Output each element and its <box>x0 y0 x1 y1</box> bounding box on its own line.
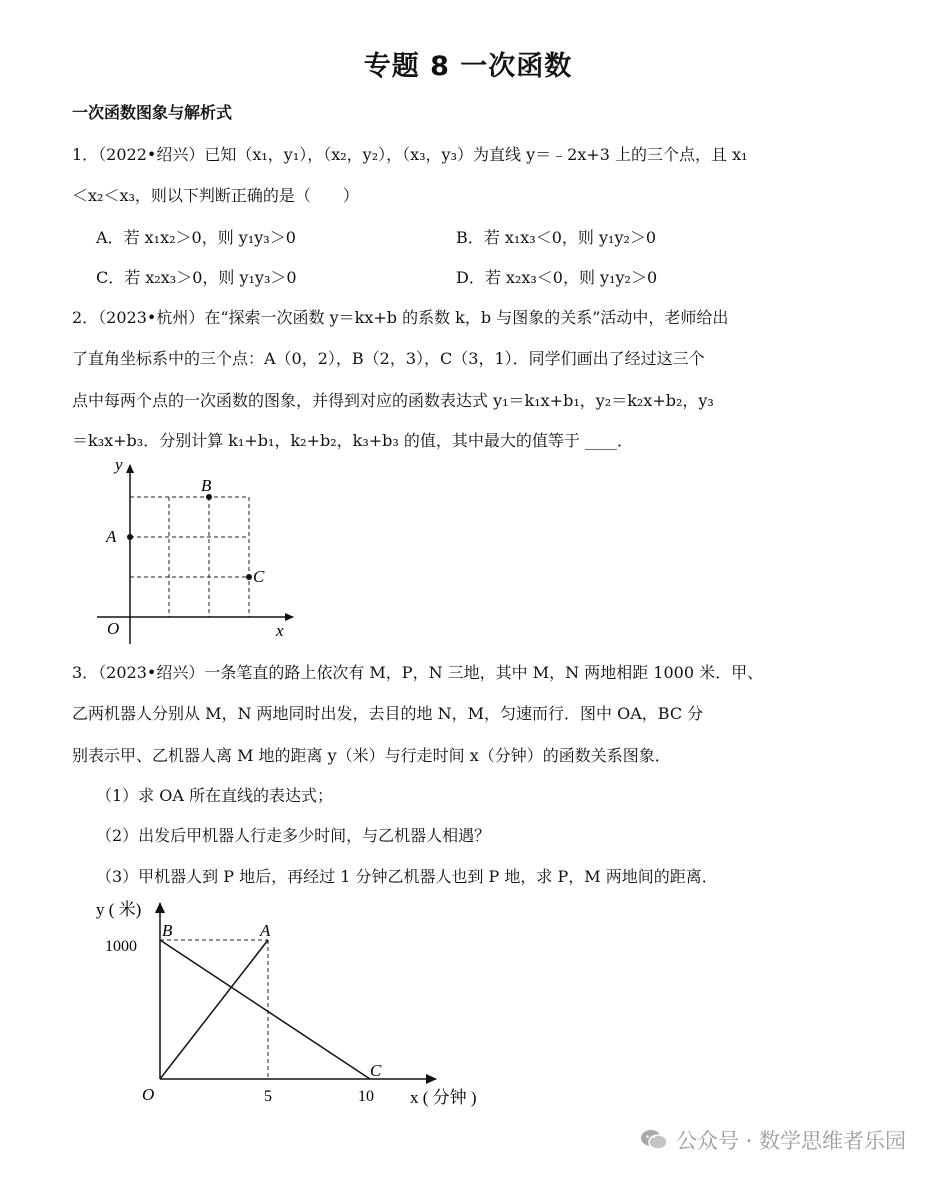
q3-line-bc <box>160 940 370 1079</box>
q1-line-1: 1．（2022•绍兴）已知（x₁，y₁），（x₂，y₂），（x₃，y₃）为直线 y＝﹣2x+3 上的三个点，且 x₁ <box>72 145 748 164</box>
q2-origin-label: O <box>107 619 120 638</box>
q2-line-3: 点中每两个点的一次函数的图象，并得到对应的函数表达式 y₁＝k₁x+b₁，y₂＝k₂x+b₂，y₃ <box>72 391 714 410</box>
q2-coordinate-figure <box>95 450 310 650</box>
q3-y-label: y ( 米) <box>96 900 142 919</box>
q3-sub-1: （1）求 OA 所在直线的表达式； <box>96 786 334 805</box>
q2-line-4: ＝k₃x+b₃．分别计算 k₁+b₁，k₂+b₂，k₃+b₃ 的值，其中最大的值等于 ____． <box>72 431 633 450</box>
q3-graph-figure <box>92 893 502 1115</box>
q3-label-c: C <box>370 1061 382 1080</box>
q2-y-label: y <box>115 455 123 474</box>
q3-x-tick-10: 10 <box>358 1088 374 1105</box>
q2-label-c: C <box>253 567 265 586</box>
q3-label-b: B <box>162 921 173 940</box>
q2-line-1: 2．（2023•杭州）在“探索一次函数 y＝kx+b 的系数 k，b 与图象的关系”活动中，老师给出 <box>72 308 729 327</box>
q3-line-2: 乙两机器人分别从 M，N 两地同时出发，去目的地 N，M，匀速而行．图中 OA，BC 分 <box>72 704 704 723</box>
q3-label-a: A <box>260 921 271 940</box>
q1-line-2: ＜x₂＜x₃，则以下判断正确的是（ ） <box>72 186 359 205</box>
q3-x-label: x ( 分钟 ) <box>410 1088 477 1107</box>
watermark-text: 公众号 · 数学思维者乐园 <box>675 1129 906 1153</box>
page-title: 专题 8 一次函数 <box>363 51 573 82</box>
q3-sub-3: （3）甲机器人到 P 地后，再经过 1 分钟乙机器人也到 P 地，求 P，M 两地间的距离． <box>96 867 718 886</box>
q3-origin-label: O <box>142 1085 155 1104</box>
watermark <box>640 1125 906 1157</box>
q1-option-c: C．若 x₂x₃＞0，则 y₁y₃＞0 <box>96 268 297 287</box>
q3-line-3: 别表示甲、乙机器人离 M 地的距离 y（米）与行走时间 x（分钟）的函数关系图象． <box>72 746 671 765</box>
q3-y-tick-1000: 1000 <box>105 938 137 955</box>
q2-point-c <box>246 574 252 580</box>
q2-x-label: x <box>276 621 284 640</box>
section-heading: 一次函数图象与解析式 <box>72 103 233 122</box>
q2-label-b: B <box>201 476 212 495</box>
wechat-icon <box>640 1128 668 1157</box>
q3-x-tick-5: 5 <box>264 1088 272 1105</box>
q1-option-a: A．若 x₁x₂＞0，则 y₁y₃＞0 <box>96 228 296 247</box>
q3-line-1: 3．（2023•绍兴）一条笔直的路上依次有 M，P，N 三地，其中 M，N 两地相距 1000 米．甲、 <box>72 663 764 682</box>
q1-option-b: B．若 x₁x₃＜0，则 y₁y₂＞0 <box>456 228 657 247</box>
q2-point-a <box>127 534 133 540</box>
q2-label-a: A <box>106 527 117 546</box>
q2-line-2: 了直角坐标系中的三个点：A（0，2），B（2，3），C（3，1）．同学们画出了经过这三个 <box>72 349 705 368</box>
q2-grid <box>130 497 249 617</box>
q3-line-oa <box>160 940 268 1079</box>
q3-sub-2: （2）出发后甲机器人行走多少时间，与乙机器人相遇？ <box>96 826 491 845</box>
q1-option-d: D．若 x₂x₃＜0，则 y₁y₂＞0 <box>456 268 658 287</box>
